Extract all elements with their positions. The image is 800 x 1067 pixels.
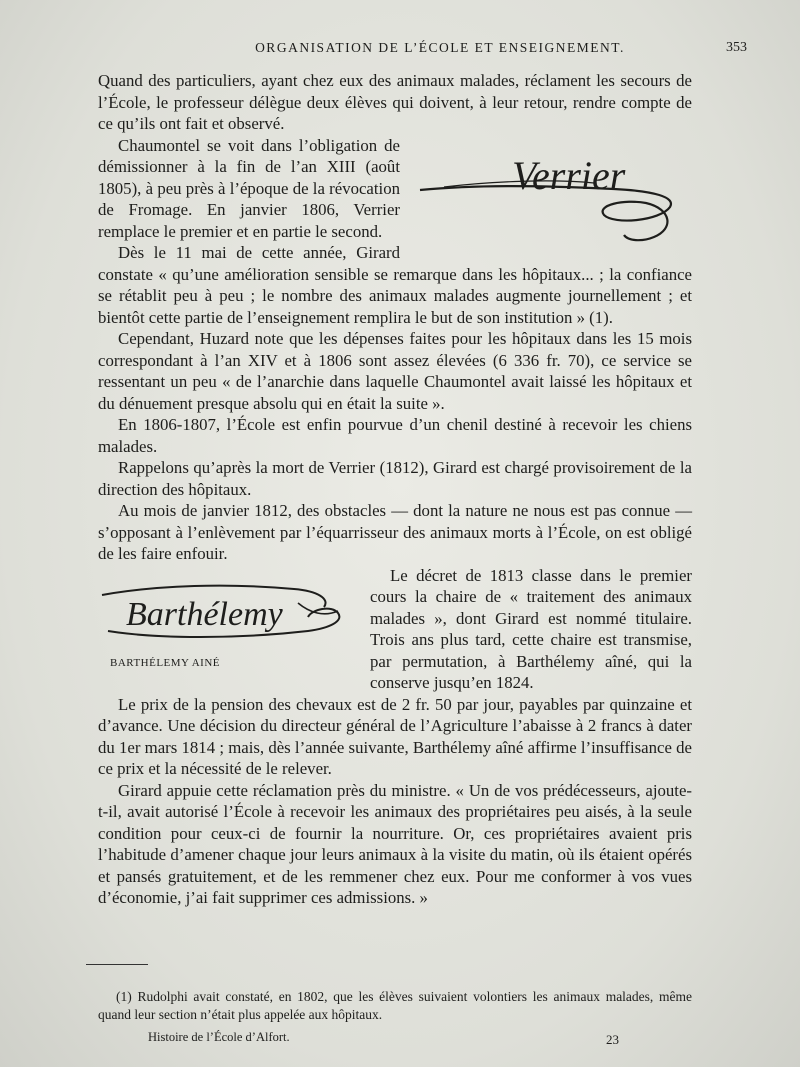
verrier-signature [414,145,692,255]
page-number: 353 [726,40,747,55]
paragraph-7: Au mois de janvier 1812, des obstacles — dont la nature ne nous est pas connue — s’opposant à l’enlèvement par l’équarrisseur des animaux morts à l’École, on est obligé de les faire enfouir. [98,501,692,563]
footnote-rule [86,964,148,965]
book-title: Histoire de l’École d’Alfort. [148,1030,290,1044]
paragraph-10: Girard appuie cette réclamation près du ministre. « Un de vos prédécesseurs, ajoute-t-il, avait autorisé l’École à recevoir les animaux des propriétaires peu aisés, à la seule condition pour ceux-ci de fournir la nourriture. Or, ces propriétaires avaient pris l’habitude d’amener chaque jour leurs animaux à la visite du matin, où ils étaient opérés et pansés gratuitement, et de les remmener chez eux. Pour me conformer à vos vues d’économie, j’ai fait supprimer ces admissions. » [98,780,692,907]
footnote [98,988,692,1024]
body-text [98,70,692,909]
paragraph-6: Rappelons qu’après la mort de Verrier (1812), Girard est chargé provisoirement de la direction des hôpitaux. [98,458,692,499]
paragraph-1: Quand des particuliers, ayant chez eux des animaux malades, réclament les secours de l’École, le professeur délègue deux élèves qui doivent, à leur retour, rendre compte de ce qu’ils ont fait et observé. [98,71,692,133]
verrier-signature-graphic [414,145,692,255]
paragraph-5: En 1806-1807, l’École est enfin pourvue d’un chenil destiné à recevoir les chiens malades. [98,415,692,456]
running-head: ORGANISATION DE L’ÉCOLE ET ENSEIGNEMENT. [255,40,625,55]
footnote-text: (1) Rudolphi avait constaté, en 1802, que les élèves suivaient volontiers les animaux malades, même quand leur section n’était plus appelée aux hôpitaux. [98,989,692,1022]
barthelemy-signature-text: Barthélemy [126,595,283,633]
verrier-signature-text: Verrier [512,152,626,198]
barthelemy-signature [98,573,356,673]
paragraph-4: Cependant, Huzard note que les dépenses faites pour les hôpitaux dans les 15 mois correspondant à l’an XIV et à 1806 sont assez élevées (6 336 fr. 70), ce service se ressentant un peu « de l’anarchie dans laquelle Chaumontel avait laissé les hôpitaux et du dénuement presque absolu qui en était la suite ». [98,329,692,413]
signature-mark: 23 [606,1032,619,1047]
paragraph-8: Le décret de 1813 classe dans le premier cours la chaire de « traitement des animaux malades », dont Girard est nommé titulaire. Trois ans plus tard, cette chaire est transmise, par permutation, à Barthélemy aîné, qui la conserve jusqu’en 1824. [370,565,692,692]
paragraph-2: Chaumontel se voit dans l’obligation de démissionner à la fin de l’an XIII (août 1805), à peu près à l’époque de la révocation de Fromage. En janvier 1806, Verrier remplace le premier et en partie le second. [98,135,400,241]
barthelemy-signature-graphic [98,573,356,649]
paragraph-3: Dès le 11 mai de cette année, Girard constate « qu’une amélioration sensible se remarque dans les hôpitaux... ; la confiance se rétablit peu à peu ; le nombre des animaux malades augmente journellement ; et bientôt cette partie de l’enseignement remplira le but de son institution » (1). [98,243,692,327]
signature-caption: BARTHÉLEMY AINÉ [110,656,221,669]
paragraph-9: Le prix de la pension des chevaux est de 2 fr. 50 par jour, payables par quinzaine et d’avance. Une décision du directeur général de l’Agriculture l’abaisse à 2 francs à dater du 1er mars 1814 ; mais, dès l’année suivante, Barthélemy aîné affirme l’insuffisance de ce prix et la nécessité de le relever. [98,694,692,778]
